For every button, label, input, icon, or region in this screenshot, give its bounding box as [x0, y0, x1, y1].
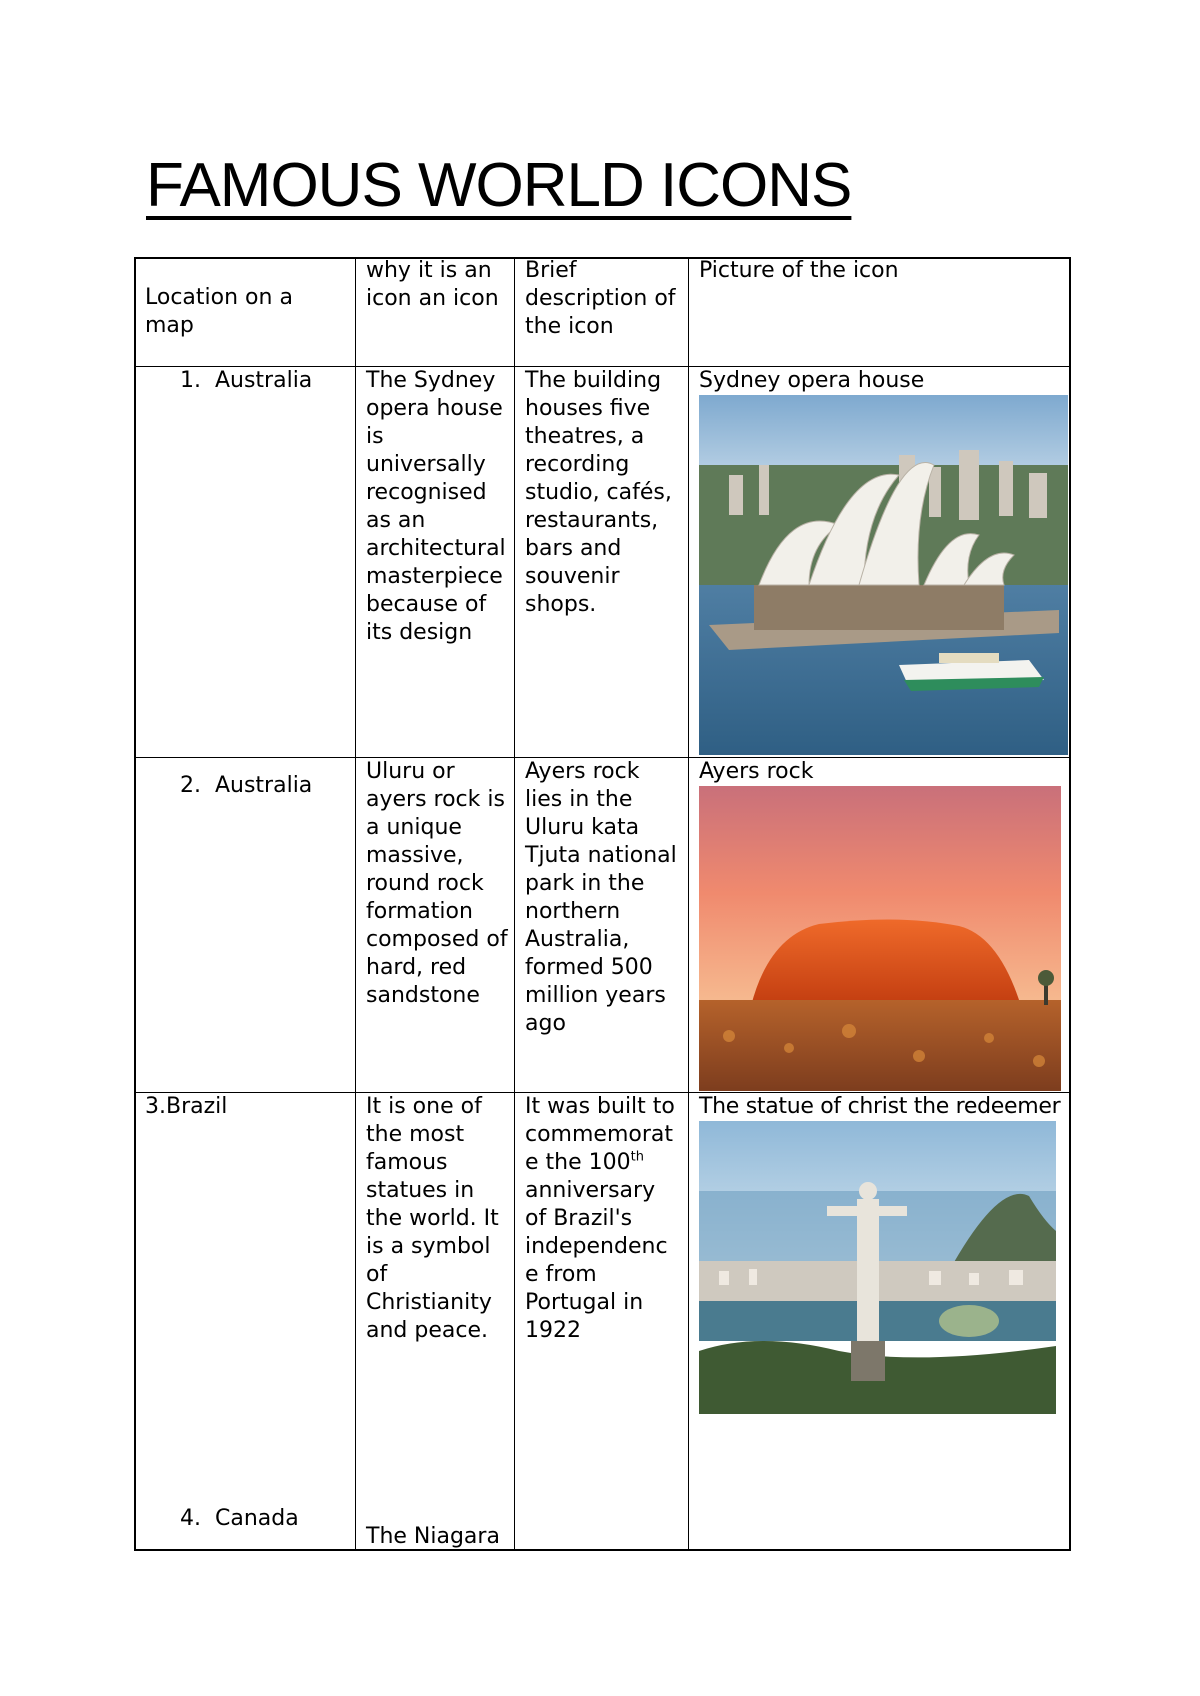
row2-description: Ayers rock lies in the Uluru kata Tjuta national park in the northern Australia, formed 500 million years ago	[525, 759, 677, 1036]
header-location: Location on a map	[145, 285, 293, 338]
row1-description: The building houses five theatres, a recording studio, cafés, restaurants, bars and souvenir shops.	[525, 368, 672, 617]
row2-picture-caption: Ayers rock	[699, 759, 814, 784]
row2-why: Uluru or ayers rock is a unique massive, round rock formation composed of hard, red sandstone	[366, 759, 508, 1008]
row1-why: The Sydney opera house is universally recognised as an architectural masterpiece because of its design	[366, 368, 506, 645]
page-title: FAMOUS WORLD ICONS	[146, 151, 852, 220]
christ-the-redeemer-image	[699, 1121, 1056, 1414]
row4-location: 4. Canada	[180, 1506, 299, 1531]
header-why: why it is an icon an icon	[366, 258, 499, 311]
ayers-rock-image	[699, 786, 1061, 1091]
row3-location: 3.Brazil	[145, 1094, 228, 1119]
row2-location: 2. Australia	[180, 773, 313, 798]
row1-picture-caption: Sydney opera house	[699, 368, 925, 393]
header-description: Brief description of the icon	[525, 258, 676, 339]
row4-why: The Niagara	[366, 1524, 500, 1549]
row3-picture-caption: The statue of christ the redeemer	[699, 1094, 1061, 1119]
header-picture: Picture of the icon	[699, 258, 899, 283]
sydney-opera-house-image	[699, 395, 1068, 755]
icons-table	[134, 257, 1070, 1550]
row1-location: 1. Australia	[180, 368, 313, 393]
row3-why: It is one of the most famous statues in the world. It is a symbol of Christianity and peace.	[366, 1094, 499, 1343]
row3-description: It was built to commemorat e the 100th anniversary of Brazil's independenc e from Portugal in 1922	[525, 1094, 675, 1343]
